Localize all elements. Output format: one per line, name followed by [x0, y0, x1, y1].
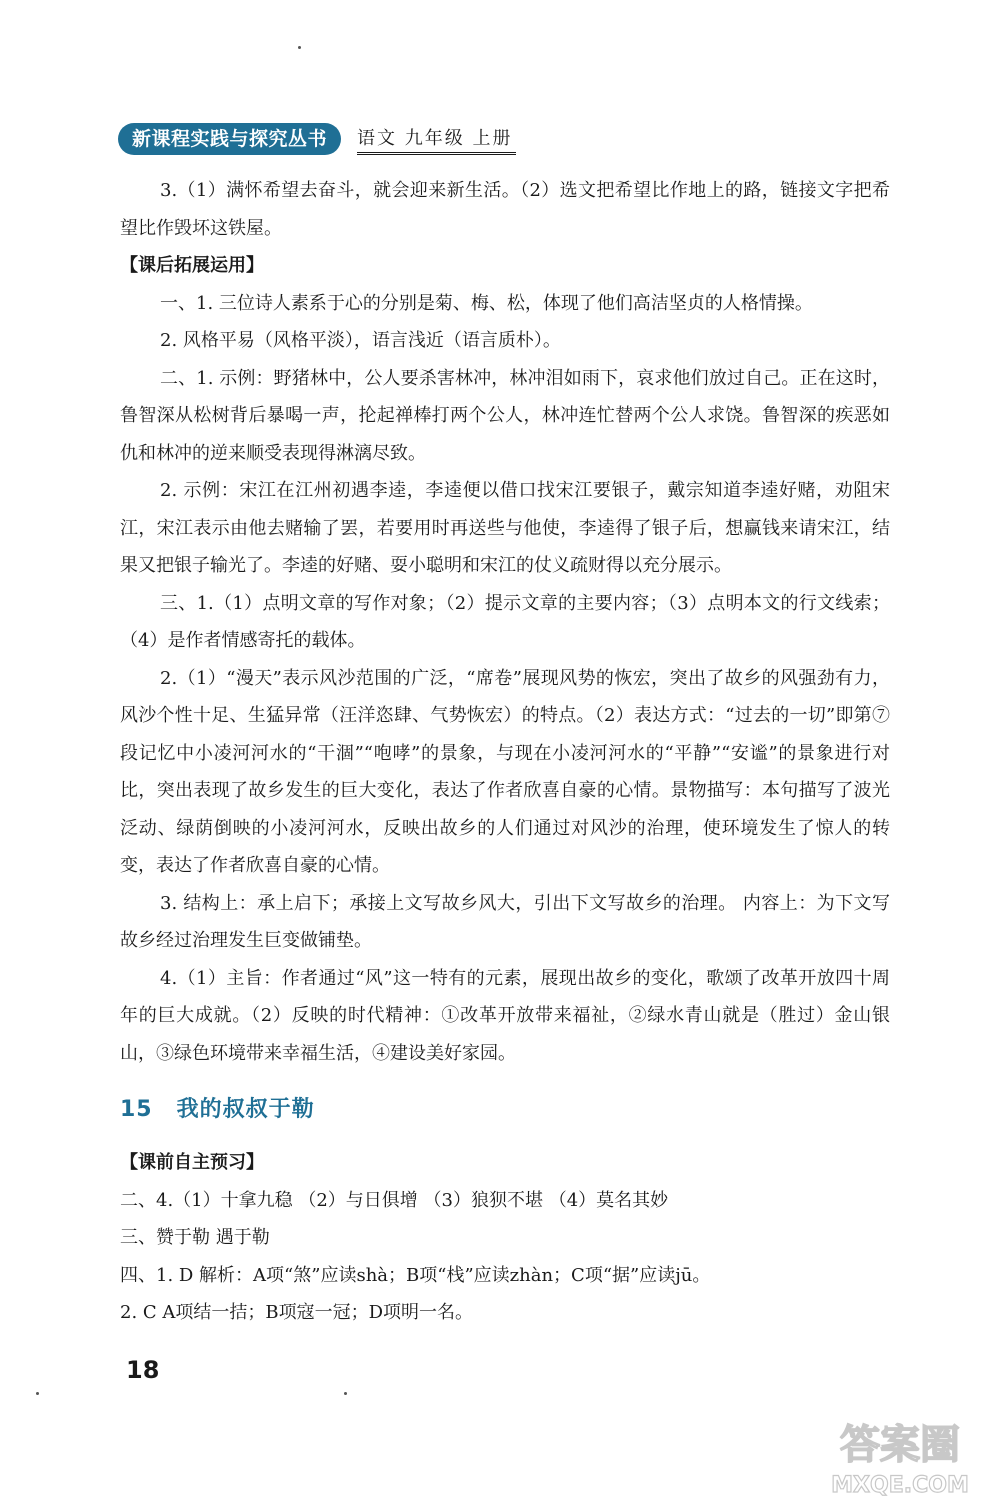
section-heading: 【课前自主预习】: [120, 1152, 264, 1173]
series-badge: 新课程实践与探究丛书: [118, 123, 341, 155]
answer-paragraph: 一、1. 三位诗人素系于心的分别是菊、梅、松，体现了他们高洁坚贞的人格情操。: [160, 292, 813, 314]
answer-paragraph: 2. 示例：宋江在江州初遇李逵，李逵便以借口找宋江要银子，戴宗知道李逵好赌，劝阻宋江，宋江表示由他去赌输了罢，若要用时再送些与他使，李逵得了银子后，想赢钱来请宋江，结果又把银子输光了。李逵的好赌、耍小聪明和宋江的仗义疏财得以充分展示。: [120, 480, 890, 576]
page-content: [120, 172, 890, 1332]
answer-line: 四、1. D 解析：A项“煞”应读shà；B项“栈”应读zhàn；C项“据”应读jū。: [120, 1264, 711, 1286]
answer-paragraph: 2.（1）“漫天”表示风沙范围的广泛，“席卷”展现风势的恢宏，突出了故乡的风强劲有力，风沙个性十足、生猛异常（汪洋恣肆、气势恢宏）的特点。（2）表达方式：“过去的一切”即第⑦段记忆中小凌河河水的“干涸”“咆哮”的景象，与现在小凌河河水的“平静”“安谧”的景象进行对比，突出表现了故乡发生的巨大变化，表达了作者欣喜自豪的心情。景物描写：本句描写了波光泛动、绿荫倒映的小凌河河水，反映出故乡的人们通过对风沙的治理，使环境发生了惊人的转变，表达了作者欣喜自豪的心情。: [120, 667, 890, 876]
answer-line: 二、4.（1）十拿九稳 （2）与日俱增 （3）狼狈不堪 （4）莫名其妙: [120, 1189, 669, 1211]
answer-paragraph: 二、1. 示例：野猪林中，公人要杀害林冲，林冲泪如雨下，哀求他们放过自己。正在这时，鲁智深从松树背后暴喝一声，抡起禅棒打两个公人，林冲连忙替两个公人求饶。鲁智深的疾恶如仇和林冲的逆来顺受表现得淋漓尽致。: [120, 367, 890, 464]
answer-paragraph: 3.（1）满怀希望去奋斗，就会迎来新生活。（2）选文把希望比作地上的路，链接文字把希望比作毁坏这铁屋。: [120, 180, 890, 239]
answer-paragraph: 3. 结构上：承上启下；承接上文写故乡风大，引出下文写故乡的治理。 内容上：为下文写故乡经过治理发生巨变做铺垫。: [120, 892, 890, 951]
scan-dot: [36, 1392, 39, 1395]
section-heading: 【课后拓展运用】: [120, 255, 264, 276]
scan-dot: [298, 46, 301, 49]
watermark-text: 答案圈: [840, 1422, 960, 1468]
answer-paragraph: 三、1.（1）点明文章的写作对象；（2）提示文章的主要内容；（3）点明本文的行文线索；（4）是作者情感寄托的载体。: [120, 592, 890, 651]
answer-line: 三、赞于勒 遇于勒: [120, 1227, 270, 1248]
page-header: [118, 121, 516, 157]
answer-paragraph: 4.（1）主旨：作者通过“风”这一特有的元素，展现出故乡的变化，歌颂了改革开放四十周年的巨大成就。（2）反映的时代精神：①改革开放带来福祉，②绿水青山就是（胜过）金山银山，③绿色环境带来幸福生活，④建设美好家园。: [120, 967, 890, 1064]
watermark-logo: [820, 1410, 980, 1500]
page-number: 18: [126, 1356, 160, 1384]
lesson-title: [120, 1090, 890, 1130]
watermark-url: MXQE.COM: [831, 1473, 969, 1498]
lesson-number: 15: [120, 1097, 153, 1122]
scan-dot: [344, 1392, 347, 1395]
book-subtitle: 语文 九年级 上册: [357, 124, 516, 155]
answer-line: 2. C A项结一拮；B项寇一冠；D项明一名。: [120, 1302, 474, 1323]
answer-paragraph: 2. 风格平易（风格平淡），语言浅近（语言质朴）。: [160, 330, 561, 351]
lesson-name: 我的叔叔于勒: [176, 1097, 315, 1122]
